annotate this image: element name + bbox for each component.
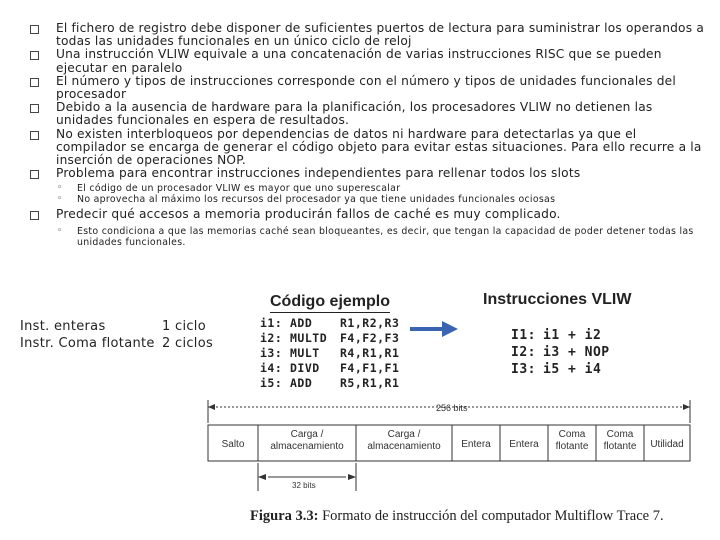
circle-bullet-icon: ◦ bbox=[57, 225, 63, 236]
code-label: i2: bbox=[260, 331, 283, 345]
vliw-label: I3: bbox=[511, 362, 536, 377]
sub-bullet-item: ◦ No aprovecha al máximo los recursos del procesador ya que tiene unidades funcionales ociosas bbox=[57, 194, 556, 206]
bullet-item: Predecir qué accesos a memoria producirán fallos de caché es muy complicado. bbox=[30, 208, 710, 221]
latency-row: Instr. Coma flotante 2 ciclos bbox=[20, 336, 214, 351]
field-label: Entera bbox=[509, 439, 539, 450]
sub-bullet-item: ◦ Esto condiciona a que las memorias caché sean bloqueantes, es decir, que tengan la capacidad de poder detener todas las unidades funcionales. bbox=[57, 225, 694, 248]
square-bullet-icon bbox=[30, 131, 39, 140]
field-label-wrap bbox=[357, 429, 451, 459]
arrow-head-icon bbox=[258, 474, 266, 480]
vliw-title: Instrucciones VLIW bbox=[483, 291, 632, 308]
square-bullet-icon bbox=[30, 25, 39, 34]
bullet-item: Problema para encontrar instrucciones independientes para rellenar todos los slots bbox=[30, 167, 710, 180]
code-op: DIVD bbox=[290, 361, 320, 375]
field-label: Carga / almacenamiento bbox=[270, 429, 344, 452]
code-example-title: Código ejemplo bbox=[270, 293, 390, 310]
square-bullet-icon bbox=[30, 104, 39, 113]
arrow-head-icon bbox=[683, 404, 690, 410]
arrow-head-icon bbox=[208, 404, 215, 410]
circle-bullet-icon: ◦ bbox=[57, 183, 63, 194]
field-label: Carga / almacenamiento bbox=[367, 429, 441, 452]
field-label: Coma flotante bbox=[555, 429, 589, 452]
code-args: F4,F1,F1 bbox=[340, 361, 400, 375]
code-label: i1: bbox=[260, 316, 283, 330]
code-label: i4: bbox=[260, 361, 283, 375]
vliw-expr: i3 + NOP bbox=[543, 345, 610, 360]
bullet-list bbox=[30, 22, 710, 248]
vliw-expr: i5 + i4 bbox=[543, 362, 602, 377]
field-label: Salto bbox=[221, 439, 245, 450]
square-bullet-icon bbox=[30, 51, 39, 60]
latency-table bbox=[20, 318, 213, 352]
instruction-format-diagram bbox=[198, 288, 708, 530]
code-args: R5,R1,R1 bbox=[340, 376, 400, 390]
field-label-wrap bbox=[549, 429, 595, 459]
code-label: i3: bbox=[260, 346, 283, 360]
field-label: Coma flotante bbox=[603, 429, 637, 452]
vliw-label: I1: bbox=[511, 328, 536, 343]
code-args: R1,R2,R3 bbox=[340, 316, 400, 330]
field-label: Utilidad bbox=[650, 439, 684, 450]
bullet-item: El número y tipos de instrucciones corresponde con el número y tipos de unidades funcionales del procesador bbox=[30, 75, 710, 101]
bullet-item: No existen interbloqueos por dependencias de datos ni hardware para detectarlas ya que el compilador se encarga de generar el código objeto para evitar estas situaciones. Para ello recurre a la inserción de operaciones NOP. bbox=[30, 128, 710, 168]
bullet-item: Una instrucción VLIW equivale a una concatenación de varias instrucciones RISC que se pueden ejecutar en paralelo bbox=[30, 48, 710, 74]
width-label: 256 bits bbox=[436, 403, 468, 413]
code-args: F4,F2,F3 bbox=[340, 331, 400, 345]
bullet-item: Debido a la ausencia de hardware para la planificación, los procesadores VLIW no detienen las unidades funcionales en espera de resultados. bbox=[30, 101, 710, 127]
field-label-wrap bbox=[259, 429, 355, 459]
figure-caption: Figura 3.3: Formato de instrucción del computador Multiflow Trace 7. bbox=[250, 508, 664, 524]
field-label: Entera bbox=[461, 439, 491, 450]
code-op: MULTD bbox=[290, 331, 328, 345]
square-bullet-icon bbox=[30, 211, 39, 220]
slot-width-label: 32 bits bbox=[292, 481, 316, 490]
vliw-label: I2: bbox=[511, 345, 536, 360]
code-op: MULT bbox=[290, 346, 320, 360]
field-label-wrap bbox=[597, 429, 643, 459]
square-bullet-icon bbox=[30, 170, 39, 179]
bullet-item: El fichero de registro debe disponer de suficientes puertos de lectura para suministrar los operandos a todas las unidades funcionales en un único ciclo de reloj bbox=[30, 22, 710, 48]
latency-row: Inst. enteras 1 ciclo bbox=[20, 319, 206, 334]
code-op: ADD bbox=[290, 376, 313, 390]
code-label: i5: bbox=[260, 376, 283, 390]
vliw-expr: i1 + i2 bbox=[543, 328, 602, 343]
square-bullet-icon bbox=[30, 78, 39, 87]
code-op: ADD bbox=[290, 316, 313, 330]
arrow-head-icon bbox=[348, 474, 356, 480]
sub-bullet-item: ◦ El código de un procesador VLIW es mayor que uno superescalar bbox=[57, 183, 401, 195]
circle-bullet-icon: ◦ bbox=[57, 194, 63, 205]
code-args: R4,R1,R1 bbox=[340, 346, 400, 360]
vliw-figure bbox=[198, 288, 708, 530]
